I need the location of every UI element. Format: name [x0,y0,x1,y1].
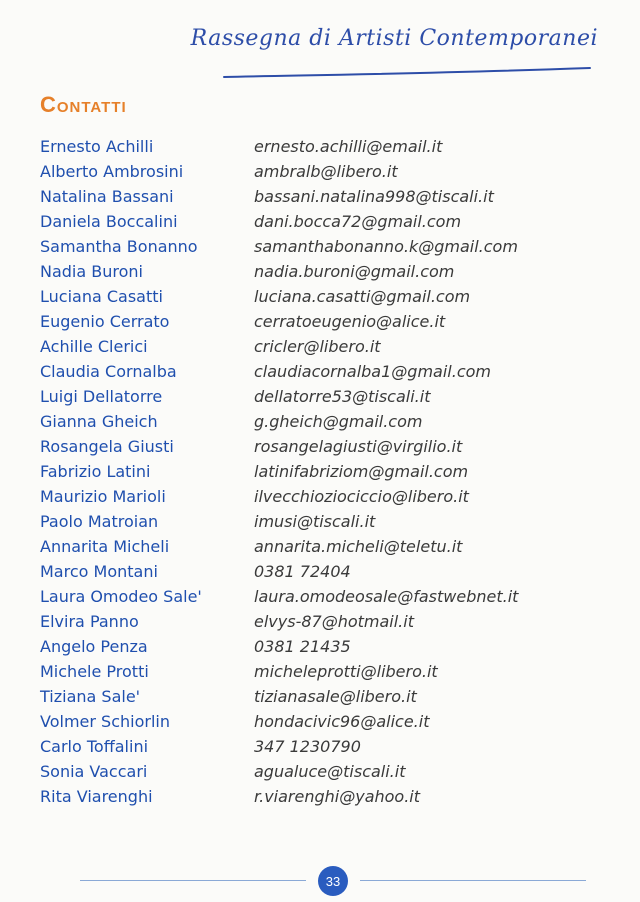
contact-name: Alberto Ambrosini [40,162,184,181]
contact-info: claudiacornalba1@gmail.com [254,362,491,381]
contact-row [40,184,620,209]
contact-name: Fabrizio Latini [40,462,151,481]
contact-name: Annarita Micheli [40,537,170,556]
contact-name: Rita Viarenghi [40,787,153,806]
contact-info: latinifabriziom@gmail.com [254,462,469,481]
contact-info: g.gheich@gmail.com [254,412,423,431]
page-number: 33 [318,866,348,896]
contact-info: cricler@libero.it [254,337,381,356]
contact-name: Carlo Toffalini [40,737,149,756]
footer-rule-right [360,880,586,881]
contact-row [40,434,620,459]
header-underline [222,66,592,82]
contact-row [40,559,620,584]
contact-info: rosangelagiusti@virgilio.it [254,437,463,456]
contact-row [40,459,620,484]
contact-name: Michele Protti [40,662,149,681]
contact-row [40,409,620,434]
contact-name: Laura Omodeo Sale' [40,587,202,606]
contact-row [40,584,620,609]
contact-info: dani.bocca72@gmail.com [254,212,462,231]
contact-name: Gianna Gheich [40,412,158,431]
contact-row [40,759,620,784]
contact-info: tizianasale@libero.it [254,687,417,706]
contact-info: nadia.buroni@gmail.com [254,262,455,281]
contact-row [40,659,620,684]
contact-name: Daniela Boccalini [40,212,178,231]
section-title: Contatti [40,92,127,117]
contact-row [40,484,620,509]
contact-info: 347 1230790 [254,737,361,756]
contact-row [40,359,620,384]
contact-info: samanthabonanno.k@gmail.com [254,237,518,256]
contact-name: Angelo Penza [40,637,148,656]
contact-info: annarita.micheli@teletu.it [254,537,463,556]
contact-info: 0381 21435 [254,637,351,656]
contact-row [40,134,620,159]
contact-row [40,509,620,534]
contact-row [40,309,620,334]
contact-row [40,234,620,259]
contact-name: Claudia Cornalba [40,362,177,381]
contact-name: Eugenio Cerrato [40,312,170,331]
contact-row [40,334,620,359]
contact-info: 0381 72404 [254,562,351,581]
contact-row [40,209,620,234]
contact-name: Luciana Casatti [40,287,163,306]
contact-info: elvys-87@hotmail.it [254,612,414,631]
contact-row [40,784,620,809]
contact-name: Rosangela Giusti [40,437,174,456]
contact-row [40,609,620,634]
contact-info: hondacivic96@alice.it [254,712,430,731]
contact-row [40,634,620,659]
contact-row [40,259,620,284]
contact-info: micheleprotti@libero.it [254,662,438,681]
contact-name: Sonia Vaccari [40,762,148,781]
header-title: Rassegna di Artisti Contemporanei [190,26,598,51]
contact-info: luciana.casatti@gmail.com [254,287,471,306]
contact-name: Luigi Dellatorre [40,387,163,406]
contact-info: ambralb@libero.it [254,162,398,181]
contact-info: bassani.natalina998@tiscali.it [254,187,494,206]
footer-rule-left [80,880,306,881]
contact-name: Natalina Bassani [40,187,174,206]
contact-list [40,134,620,809]
contact-info: r.viarenghi@yahoo.it [254,787,421,806]
contact-name: Paolo Matroian [40,512,159,531]
contact-name: Volmer Schiorlin [40,712,170,731]
contact-row [40,734,620,759]
contact-name: Elvira Panno [40,612,139,631]
contact-row [40,384,620,409]
contact-info: ernesto.achilli@email.it [254,137,443,156]
contact-info: imusi@tiscali.it [254,512,376,531]
contact-row [40,534,620,559]
contact-row [40,684,620,709]
contact-info: dellatorre53@tiscali.it [254,387,431,406]
contact-name: Tiziana Sale' [40,687,141,706]
contact-name: Samantha Bonanno [40,237,198,256]
contact-name: Nadia Buroni [40,262,143,281]
contact-info: cerratoeugenio@alice.it [254,312,446,331]
contact-info: laura.omodeosale@fastwebnet.it [254,587,519,606]
contact-row [40,284,620,309]
contact-name: Marco Montani [40,562,158,581]
contact-name: Maurizio Marioli [40,487,166,506]
contact-info: agualuce@tiscali.it [254,762,406,781]
contact-row [40,709,620,734]
contact-name: Achille Clerici [40,337,148,356]
contact-row [40,159,620,184]
contact-name: Ernesto Achilli [40,137,154,156]
contact-info: ilvecchioziociccio@libero.it [254,487,469,506]
